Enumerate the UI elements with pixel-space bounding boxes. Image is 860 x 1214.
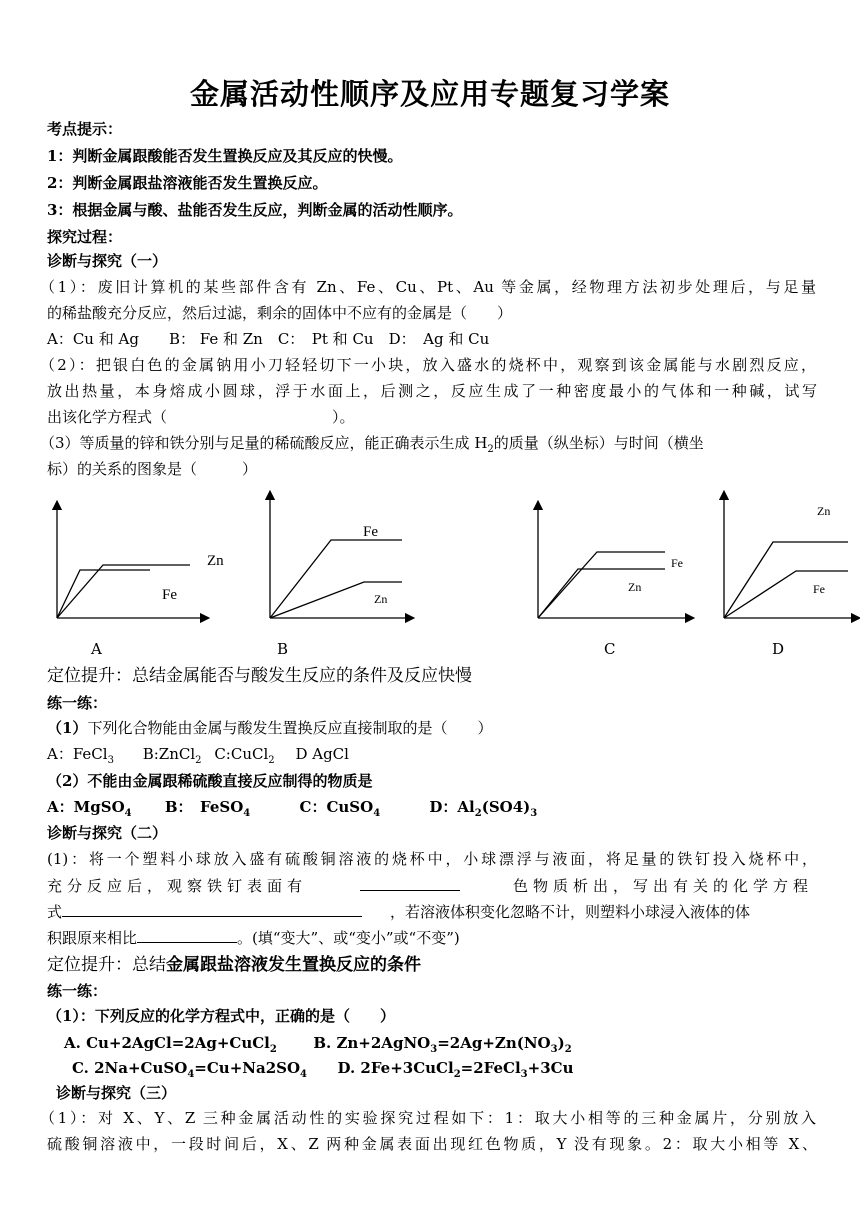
s1-q2-line2: 放出热量，本身熔成小圆球，浮于水面上，后测之，反应生成了一种密度最小的气体和一种碱，试写 <box>47 382 817 400</box>
graph-c-upper-label: Fe <box>671 556 683 570</box>
graph-a-upper-label: Zn <box>207 553 224 569</box>
s2-line1: (1)：将一个塑料小球放入盛有硫酸铜溶液的烧杯中，小球漂浮与液面，将足量的铁钉投入烧杯中， <box>47 850 817 868</box>
graph-a-fe-line <box>57 570 150 618</box>
graph-b-lower-label: Zn <box>374 592 388 606</box>
graph-c-zn-line <box>538 569 665 618</box>
graph-d-upper-label: Zn <box>817 504 831 518</box>
graph-b-fe-line <box>270 540 402 618</box>
s1-q1-options: A：Cu 和 Ag B： Fe 和 Zn C： Pt 和 Cu D： Ag 和 Cu <box>47 330 490 348</box>
s1-q1-line1: （1）：废旧计算机的某些部件含有 Zn、Fe、Cu、Pt、Au 等金属，经物理方法初步处理后，与足量 <box>40 278 816 296</box>
kaodian-item-2: 2：判断金属跟盐溶液能否发生置换反应。 <box>47 174 328 192</box>
p1-q1-options: A：FeCl$_3$ B:ZnCl$_2$ C:CuCl$_2$ D AgCl <box>47 745 349 766</box>
s3-line2: 硫酸铜溶液中，一段时间后，X、Z 两种金属表面出现红色物质，Y 没有现象。2：取大小相等 X、 <box>47 1135 817 1153</box>
graph-d-letter: D <box>772 640 785 658</box>
graph-a <box>57 505 224 618</box>
s2-tisheng: 定位提升：总结金属跟盐溶液发生置换反应的条件 <box>47 955 421 975</box>
section2-heading: 诊断与探究（二） <box>47 824 168 842</box>
graph-b-letter: B <box>277 640 289 658</box>
s1-q2-line1: （2）：把银白色的金属钠用小刀轻轻切下一小块，放入盛水的烧杯中，观察到该金属能与水剧烈反应， <box>40 356 816 374</box>
s2-line3: 式 ，若溶液体积变化忽略不计，则塑料小球浸入液体的体 <box>47 903 751 921</box>
graph-c-lower-label: Zn <box>628 580 642 594</box>
tanjiu-heading: 探究过程： <box>47 228 123 246</box>
practice1-heading: 练一练： <box>47 694 108 712</box>
graph-c <box>538 505 690 618</box>
graph-d-fe-line <box>724 571 848 618</box>
s1-q3-line1: （3）等质量的锌和铁分别与足量的稀硫酸反应，能正确表示生成 $H_2$的质量（纵坐标）与时间（横坐 <box>40 434 704 455</box>
p1-q2-options: A：MgSO$_4$ B： FeSO$_4$ C：CuSO$_4$ D：$Al_2(SO4)_3$ <box>47 798 538 819</box>
graph-d <box>724 495 856 618</box>
p2-q1-options-ab: A. Cu+2AgCl=2Ag+CuCl$_2$ B. $Zn+2AgNO_3=2Ag+Zn(NO_3)_2$ <box>64 1034 572 1055</box>
p2-q1: （1）：下列反应的化学方程式中，正确的是（ ） <box>47 1007 395 1025</box>
s1-q2-line3: 出该化学方程式（ ）。 <box>47 408 355 426</box>
graph-d-lower-label: Fe <box>813 582 825 596</box>
kaodian-item-1: 1：判断金属跟酸能否发生置换反应及其反应的快慢。 <box>47 147 403 165</box>
s2-line2: 充分反应后，观察铁钉表面有 色物质析出，写出有关的化学方程 <box>47 877 813 895</box>
graph-c-letter: C <box>604 640 616 658</box>
s3-line1: （1）：对 X、Y、Z 三种金属活动性的实验探究过程如下：1：取大小相等的三种金属片，分别放入 <box>40 1109 816 1127</box>
p1-q1: （1）下列化合物能由金属与酸发生置换反应直接制取的是（ ） <box>47 719 493 737</box>
practice2-heading: 练一练： <box>47 982 108 1000</box>
s2-blank-volume[interactable] <box>137 928 237 943</box>
graph-c-fe-line <box>538 552 665 618</box>
s1-tisheng: 定位提升：总结金属能否与酸发生反应的条件及反应快慢 <box>47 666 472 686</box>
p1-q2: （2）不能由金属跟稀硫酸直接反应制得的物质是 <box>47 772 373 790</box>
p2-q1-options-cd: C. $2Na+CuSO_4=Cu+Na2SO_4$ D. 2Fe+3CuCl$_2$=2FeCl$_3$+3Cu <box>72 1059 574 1080</box>
s1-q1-line2: 的稀盐酸充分反应，然后过滤，剩余的固体中不应有的金属是（ ） <box>47 304 513 322</box>
s2-blank-equation[interactable] <box>62 902 362 917</box>
graph-a-letter: A <box>91 640 102 658</box>
graph-b <box>270 495 410 618</box>
s1-q3-line2: 标）的关系的图象是（ ） <box>47 460 258 478</box>
s2-blank-color[interactable] <box>360 876 460 891</box>
s2-line4: 积跟原来相比 。(填“变大”、或“变小”或“不变”) <box>47 929 460 947</box>
kaodian-item-3: 3：根据金属与酸、盐能否发生反应，判断金属的活动性顺序。 <box>47 201 463 219</box>
kaodian-heading: 考点提示： <box>47 120 123 138</box>
page-title: 金属活动性顺序及应用专题复习学案 <box>189 77 670 111</box>
section3-heading: 诊断与探究（三） <box>56 1084 177 1102</box>
graph-b-upper-label: Fe <box>363 524 378 540</box>
reaction-graphs <box>0 485 860 635</box>
graph-a-lower-label: Fe <box>162 587 177 603</box>
section1-heading: 诊断与探究（一） <box>47 252 168 270</box>
